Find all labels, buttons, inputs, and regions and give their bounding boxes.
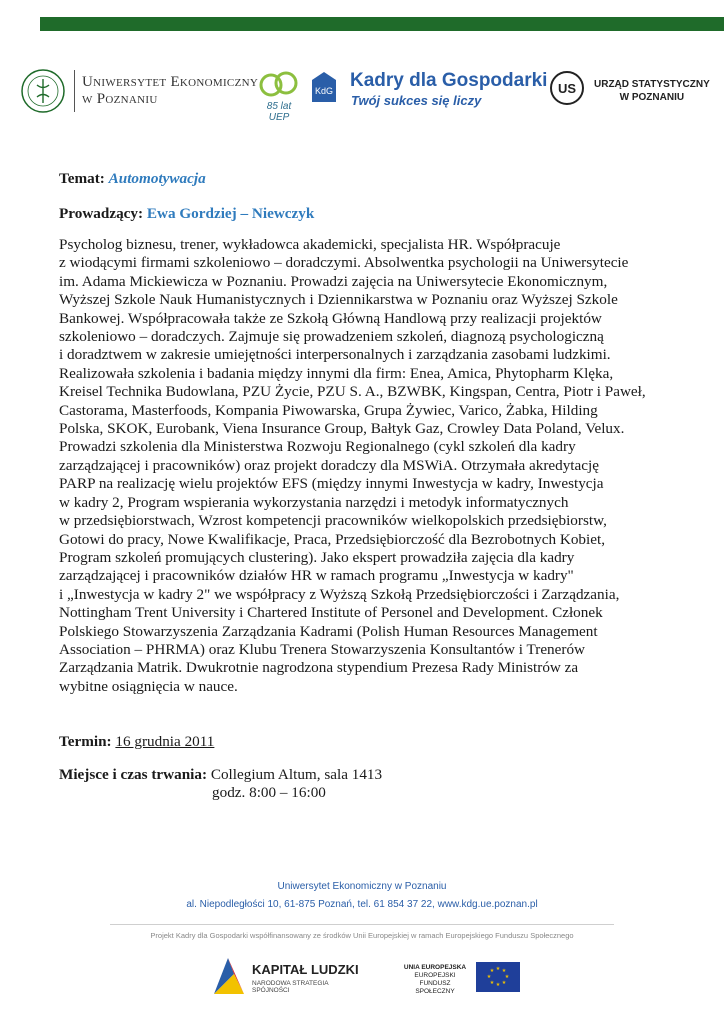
top-green-bar bbox=[40, 17, 724, 31]
bio-line: Zarządzania Matrik. Dwukrotnie nagrodzona stypendium Prezesa Rady Ministrów za bbox=[59, 659, 579, 677]
footer-divider bbox=[110, 924, 614, 925]
bio-line: w kadry 2, Program wspierania wykorzystania narzędzi i metodyk informatycznych bbox=[59, 493, 569, 511]
bio-line: Association – PHRMA) oraz Klubu Trenera Stowarzyszenia Konsultantów i Trenerów bbox=[59, 640, 586, 658]
us-name-line2: W POZNANIU bbox=[619, 92, 685, 103]
kdg-badge-text: KdG bbox=[314, 86, 334, 96]
bio-line: Prowadzi szkolenia dla Ministerstwa Rozwoju Regionalnego (cykl szkoleń dla kadry bbox=[59, 438, 576, 456]
eu-text-line1: UNIA EUROPEJSKA bbox=[403, 964, 467, 971]
eu-logo bbox=[400, 962, 520, 996]
bio-line: Psycholog biznesu, trener, wykładowca akademicki, specjalista HR. Współpracuje bbox=[59, 236, 561, 253]
eu-text bbox=[400, 964, 470, 996]
bio-line: szkoleniowo – doradczych. Zajmuje się prowadzeniem szkoleń, diagnozą psychologiczną bbox=[59, 328, 604, 346]
us-name-line1: URZĄD STATYSTYCZNY bbox=[594, 79, 710, 90]
university-name bbox=[82, 74, 258, 108]
kl-subtitle: NARODOWA STRATEGIA SPÓJNOŚCI bbox=[252, 980, 329, 994]
kapital-ludzki-logo bbox=[210, 954, 360, 998]
bio-line: Wyższej Szkole Nauk Humanistycznych i Dziennikarstwa w Poznaniu oraz Wyższej Szkole bbox=[59, 291, 618, 309]
project-note: Projekt Kadry dla Gospodarki współfinansowany ze środków Unii Europejskiej w ramach Europejskiego Funduszu Społecznego bbox=[150, 931, 574, 940]
place-line bbox=[59, 766, 679, 784]
place-label: Miejsce i czas trwania: bbox=[59, 765, 208, 783]
event-details bbox=[59, 170, 679, 223]
leader-value: Ewa Gordziej – Niewczyk bbox=[146, 204, 315, 222]
bio-line: Gotowi do pracy, Nowe Kwalifikacje, Praca, Przedsiębiorczość dla Bezrobotnych Kobiet, bbox=[59, 530, 606, 548]
university-name-line2: w Poznaniu bbox=[82, 91, 158, 107]
svg-text:★: ★ bbox=[501, 980, 507, 986]
anniversary-text: 85 lat UEP bbox=[266, 101, 292, 123]
svg-text:★: ★ bbox=[501, 968, 507, 974]
footer-org: Uniwersytet Ekonomiczny w Poznaniu bbox=[277, 881, 447, 892]
bio-line: zarządzającej i pracowników działów HR w ramach programu „Inwestycja w kadry" bbox=[59, 567, 574, 585]
university-seal-icon bbox=[20, 68, 66, 114]
eu-flag-icon bbox=[476, 962, 520, 992]
bio-line: PARP na realizację wielu projektów EFS (między innymi Inwestycja w kadry, Inwestycja bbox=[59, 475, 604, 493]
topic-value: Automotywacja bbox=[108, 170, 206, 187]
bio-line: im. Adama Mickiewicza w Poznaniu. Prowadzi zajęcia na Uniwersytecie Ekonomicznym, bbox=[59, 272, 608, 290]
footer-address: al. Niepodległości 10, 61-875 Poznań, tel. 61 854 37 22, www.kdg.ue.poznan.pl bbox=[186, 899, 538, 910]
place-value: Collegium Altum, sala 1413 bbox=[210, 765, 383, 783]
bio-line: Nottingham Trent University i Chartered Institute of Personel and Development. Członek bbox=[59, 604, 603, 622]
bio-line: Castorama, Masterfoods, Kompania Piwowarska, Grupa Żywiec, Varico, Żabka, Hilding bbox=[59, 401, 598, 419]
leader-label: Prowadzący: bbox=[59, 204, 144, 222]
duration-value: godz. 8:00 – 16:00 bbox=[212, 783, 326, 801]
leader-line bbox=[59, 205, 679, 224]
anniversary-85-icon bbox=[256, 68, 302, 123]
footer-contact bbox=[0, 878, 724, 914]
svg-text:★: ★ bbox=[489, 968, 495, 974]
bio-line: Polskiego Stowarzyszenia Zarządzania Kadrami (Polish Human Resources Management bbox=[59, 622, 598, 640]
bio-line: i „Inwestycja w kadry 2" we współpracy z Wyższą Szkołą Przedsiębiorczości i Zarządzania, bbox=[59, 585, 620, 603]
kl-title: KAPITAŁ LUDZKI bbox=[252, 962, 359, 977]
bio-line: wybitne osiągnięcia w nauce. bbox=[59, 677, 238, 695]
us-name bbox=[594, 78, 710, 104]
term-line bbox=[59, 733, 679, 751]
term-label: Termin: bbox=[59, 733, 112, 751]
bio-line: Realizowała szkolenia i badania między innymi dla firm: Enea, Amica, Phytopharm Klęka, bbox=[59, 364, 614, 382]
us-badge-text: US bbox=[557, 81, 577, 96]
svg-text:★: ★ bbox=[486, 974, 492, 980]
bio-line: Program szkoleń promujących clustering). Jako ekspert prowadziła zajęcia dla kadry bbox=[59, 548, 575, 566]
topic-label: Temat: bbox=[59, 170, 105, 187]
svg-text:★: ★ bbox=[504, 974, 510, 980]
kdg-subtitle: Twój sukces się liczy bbox=[351, 93, 482, 108]
us-logo-icon bbox=[549, 70, 585, 106]
kdg-logo-icon bbox=[310, 70, 338, 106]
bio-line: Polska, SKOK, Eurobank, Viena Insurance Group, Bałtyk Gaz, Crowley Data Poland, Velux. bbox=[59, 420, 625, 438]
bio-line: zarządzającej i pracowników) oraz projekt doradczy dla MSWiA. Otrzymała akredytację bbox=[59, 456, 599, 474]
bio-line: z wiodącymi firmami szkoleniowo – doradczymi. Absolwentka psychologii na Uniwersytecie bbox=[59, 254, 629, 272]
university-name-line1: Uniwersytet Ekonomiczny bbox=[82, 74, 259, 90]
bio-line: i doradztwem w zakresie umiejętności interpersonalnych i zarządzania zasobami ludzkimi. bbox=[59, 346, 611, 364]
term-value: 16 grudnia 2011 bbox=[115, 733, 215, 751]
eu-text-line2: EUROPEJSKI bbox=[414, 972, 456, 979]
kapital-ludzki-icon bbox=[210, 954, 248, 998]
svg-text:★: ★ bbox=[489, 980, 495, 986]
page-header bbox=[20, 66, 710, 123]
topic-line bbox=[59, 170, 679, 189]
kdg-title: Kadry dla Gospodarki bbox=[350, 70, 548, 91]
svg-text:★: ★ bbox=[495, 982, 501, 988]
bio-line: Kreisel Technika Budowlana, PZU Życie, PZU S. A., BZWBK, Kingspan, Centra, Piotr i Paweł, bbox=[59, 383, 646, 401]
leader-bio bbox=[59, 236, 679, 802]
header-divider bbox=[74, 70, 75, 112]
svg-text:★: ★ bbox=[495, 966, 501, 972]
bio-line: Bankowej. Współpracowała także ze Szkołą Główną Handlową przy realizacji projektów bbox=[59, 309, 602, 327]
bio-line: w przedsiębiorstwach, Wzrost kompetencji pracowników wielkopolskich przedsiębiorstw, bbox=[59, 512, 607, 530]
eu-text-line3: FUNDUSZ SPOŁECZNY bbox=[415, 980, 455, 995]
